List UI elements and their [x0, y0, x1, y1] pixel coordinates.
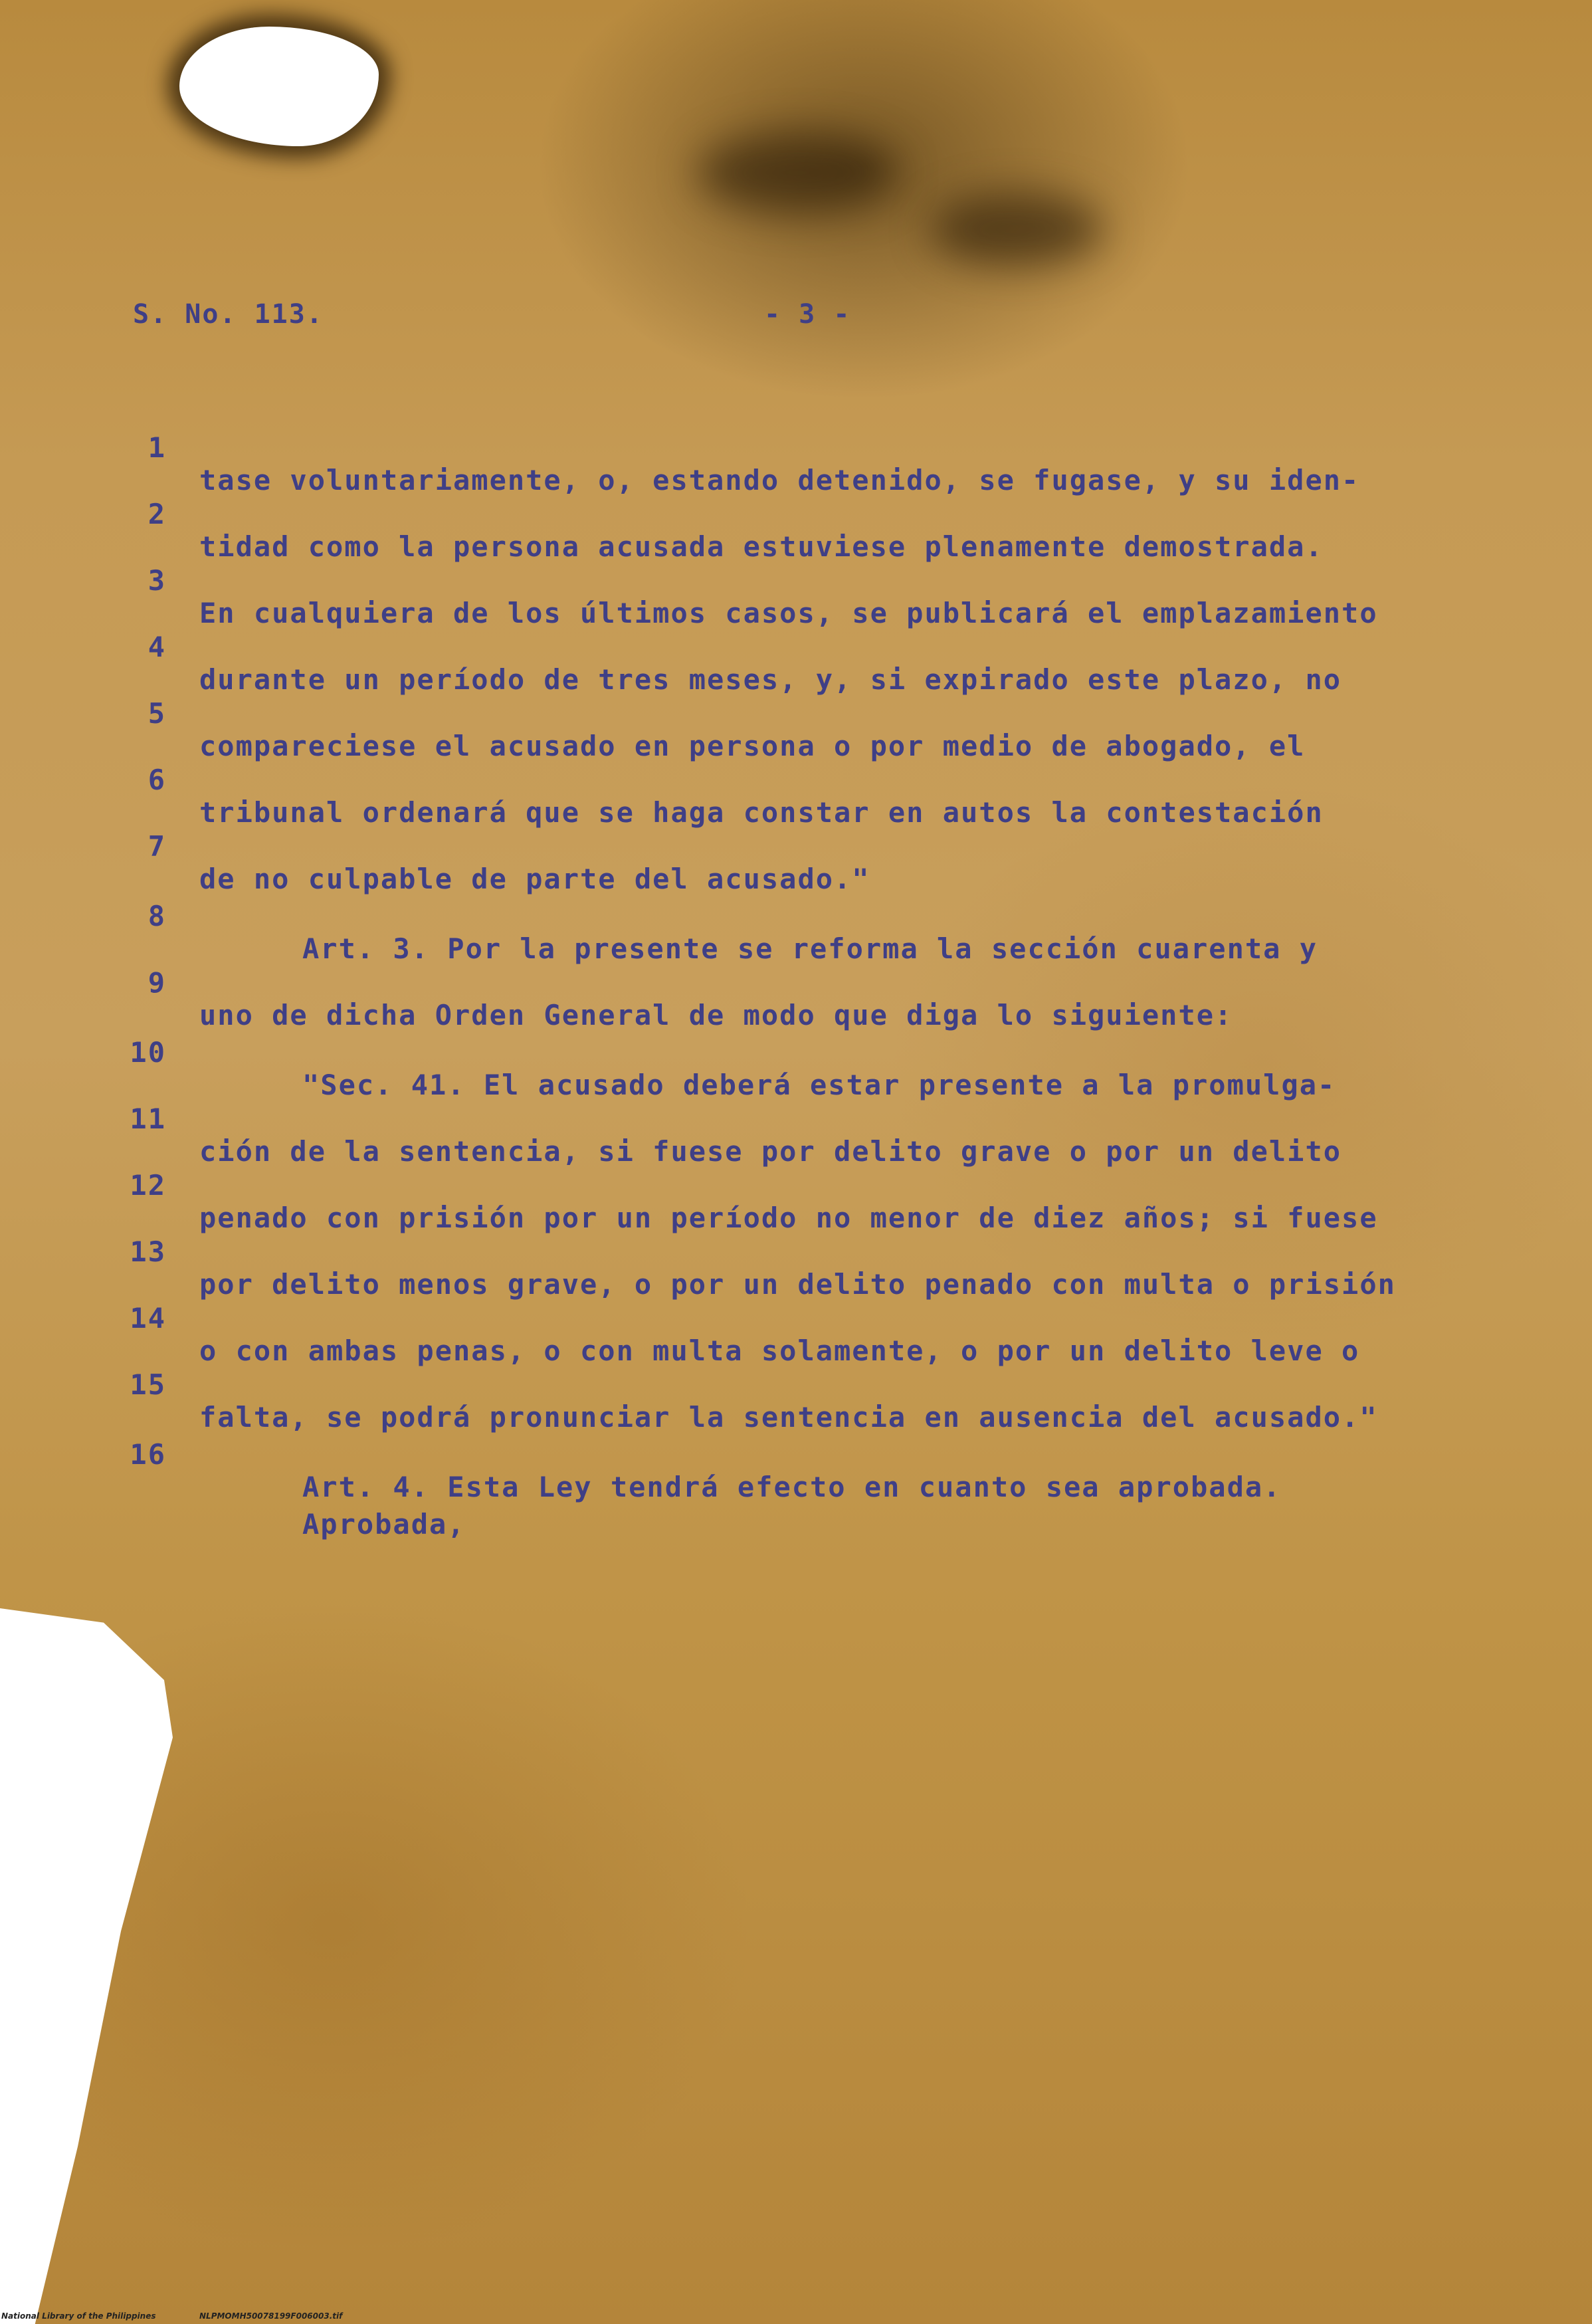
line-number: 11: [130, 1103, 166, 1135]
line-number: 5: [148, 697, 166, 730]
torn-paper-edge: [0, 1608, 173, 2324]
page-number: - 3 -: [764, 299, 851, 330]
closing-text: Aprobada,: [302, 1508, 466, 1540]
line-text: o con ambas penas, o con multa solamente, o por un delito leve o: [199, 1334, 1360, 1367]
line-text: tidad como la persona acusada estuviese plenamente demostrada.: [199, 530, 1324, 563]
line-number: 16: [130, 1438, 166, 1471]
line-number: 14: [130, 1302, 166, 1334]
line-text: penado con prisión por un período no menor de diez años; si fuese: [199, 1202, 1378, 1234]
line-text: Art. 3. Por la presente se reforma la sección cuarenta y: [302, 932, 1318, 965]
line-number: 6: [148, 764, 166, 796]
line-number: 2: [148, 498, 166, 530]
line-text: En cualquiera de los últimos casos, se publicará el emplazamiento: [199, 597, 1378, 629]
line-text: falta, se podrá pronunciar la sentencia en ausencia del acusado.": [199, 1401, 1378, 1433]
line-number: 1: [148, 431, 166, 464]
line-text: durante un período de tres meses, y, si expirado este plazo, no: [199, 663, 1342, 696]
stain-smudge: [698, 133, 897, 213]
line-text: ción de la sentencia, si fuese por delito grave o por un delito: [199, 1135, 1342, 1168]
line-number: 9: [148, 966, 166, 999]
line-text: por delito menos grave, o por un delito penado con multa o prisión: [199, 1268, 1396, 1301]
line-number: 4: [148, 631, 166, 663]
line-number: 13: [130, 1235, 166, 1268]
line-text: tribunal ordenará que se haga constar en autos la contestación: [199, 796, 1324, 829]
line-text: uno de dicha Orden General de modo que diga lo siguiente:: [199, 999, 1233, 1031]
line-text: "Sec. 41. El acusado deberá estar presente a la promulga-: [302, 1069, 1336, 1101]
footer-institution: National Library of the Philippines: [1, 2311, 156, 2321]
line-number: 8: [148, 900, 166, 932]
closing-line: [0, 1475, 466, 1542]
torn-paper-hole: [179, 27, 379, 146]
line-text: tase voluntariamente, o, estando detenido, se fugase, y su iden-: [199, 464, 1360, 496]
line-number: 15: [130, 1368, 166, 1401]
line-text: Art. 4. Esta Ley tendrá efecto en cuanto sea aprobada.: [302, 1471, 1282, 1503]
line-text: de no culpable de parte del acusado.": [199, 863, 870, 895]
line-number: 12: [130, 1169, 166, 1202]
footer-file-id: NLPMOMH50078199F006003.tif: [199, 2311, 343, 2321]
bill-number: S. No. 113.: [133, 299, 324, 330]
stain-smudge: [930, 193, 1103, 266]
line-text: compareciese el acusado en persona o por medio de abogado, el: [199, 730, 1306, 762]
text-line: [0, 399, 1360, 496]
line-number: 3: [148, 564, 166, 597]
line-number: 7: [148, 830, 166, 863]
line-number: 10: [130, 1036, 166, 1069]
